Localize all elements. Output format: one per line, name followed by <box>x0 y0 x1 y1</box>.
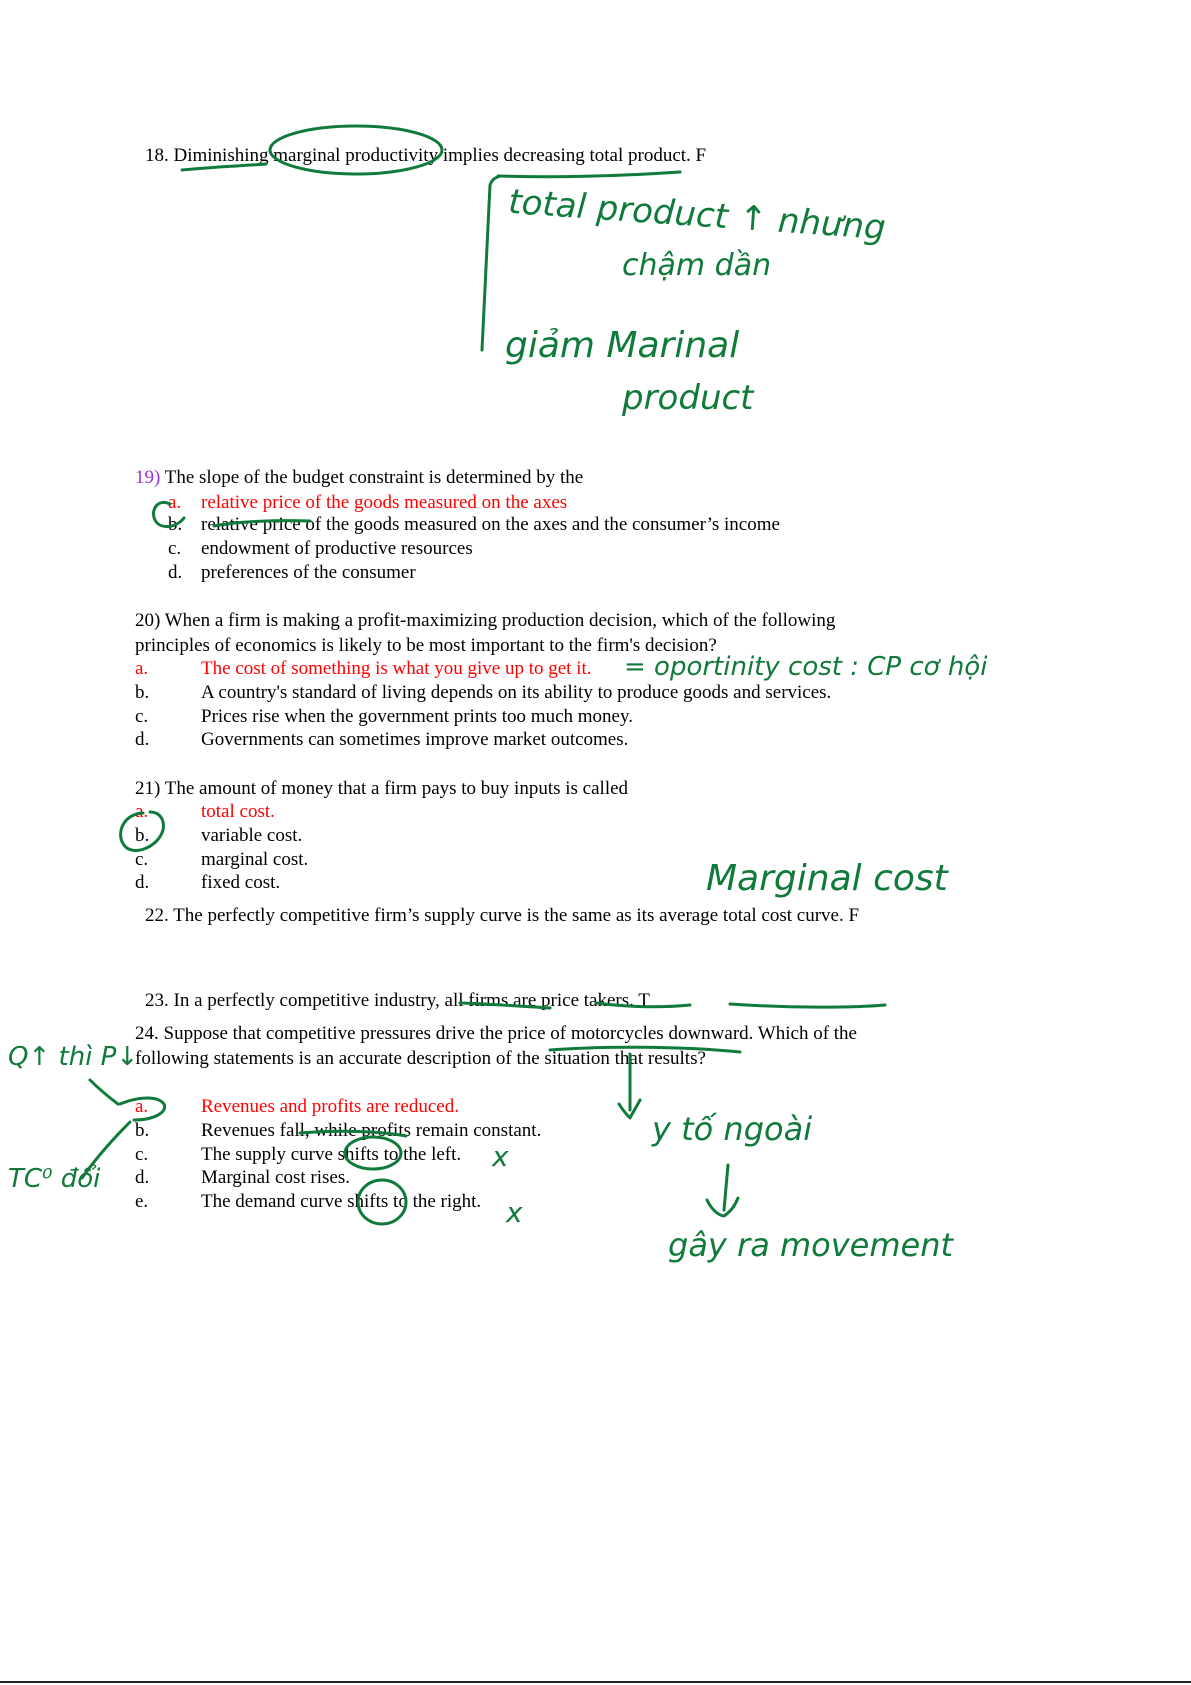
option-text: Revenues fall, while profits remain constant. <box>201 1120 542 1141</box>
option-letter: c. <box>135 706 149 727</box>
handwritten-note-left-top: Q↑ thì P↓ <box>8 1042 139 1072</box>
option-letter: d. <box>135 872 150 893</box>
option-letter: c. <box>168 538 182 559</box>
option-text: endowment of productive resources <box>201 538 473 559</box>
option-text: Governments can sometimes improve market outcomes. <box>201 729 629 750</box>
option-letter: c. <box>135 1144 149 1165</box>
option-text: Prices rise when the government prints too much money. <box>201 706 633 727</box>
question-21-stem: 21) The amount of money that a firm pays to buy inputs is called <box>135 778 629 799</box>
option-letter: c. <box>135 849 149 870</box>
option-letter: a. <box>135 801 149 822</box>
question-23: 23. In a perfectly competitive industry, all firms are price takers. T <box>145 990 650 1011</box>
option-text: variable cost. <box>201 825 303 846</box>
option-letter: a. <box>135 1096 149 1117</box>
option-letter: d. <box>168 562 183 583</box>
question-18: 18. Diminishing marginal productivity implies decreasing total product. F <box>145 145 707 166</box>
question-20-line-2: principles of economics is likely to be most important to the firm's decision? <box>135 635 717 656</box>
question-22: 22. The perfectly competitive firm’s supply curve is the same as its average total cost curve. F <box>145 905 860 926</box>
handwritten-note-gay-ra: gây ra movement <box>668 1226 954 1264</box>
ink-arrow-down-2 <box>724 1165 728 1210</box>
option-text: Marginal cost rises. <box>201 1167 350 1188</box>
option-text: fixed cost. <box>201 872 281 893</box>
option-letter: e. <box>135 1191 149 1212</box>
question-19-text: The slope of the budget constraint is determined by the <box>164 467 584 488</box>
option-letter: d. <box>135 1167 150 1188</box>
handwritten-mark-x-2: x <box>506 1196 523 1229</box>
option-letter: d. <box>135 729 150 750</box>
option-text: A country's standard of living depends on its ability to produce goods and services. <box>201 682 832 703</box>
question-24-line-2: following statements is an accurate description of the situation that results? <box>135 1048 706 1069</box>
question-24-line-1: 24. Suppose that competitive pressures drive the price of motorcycles downward. Which of the <box>135 1023 857 1044</box>
option-letter: b. <box>135 825 150 846</box>
question-20-line-1: 20) When a firm is making a profit-maximizing production decision, which of the following <box>135 610 836 631</box>
handwritten-note-left-bottom: TC⁰ đổi <box>8 1164 101 1194</box>
option-letter: b. <box>135 1120 150 1141</box>
handwritten-note-giam-marginal: giảm Marinal <box>505 325 740 366</box>
option-text: relative price of the goods measured on the axes and the consumer’s income <box>201 514 780 535</box>
handwritten-note-product: product <box>622 378 754 418</box>
handwritten-note-opportunity-cost: = oportinity cost : CP cơ hội <box>624 652 988 682</box>
handwritten-mark-x-1: x <box>492 1140 509 1173</box>
option-text: Revenues and profits are reduced. <box>201 1096 459 1117</box>
option-letter: b. <box>135 682 150 703</box>
ink-arrow-left-top <box>90 1080 118 1104</box>
option-text: The demand curve shifts to the right. <box>201 1191 482 1212</box>
option-text: The supply curve shifts to the left. <box>201 1144 462 1165</box>
option-letter: a. <box>168 492 182 513</box>
option-text: total cost. <box>201 801 275 822</box>
ink-underline-total-product <box>498 172 680 177</box>
option-text: preferences of the consumer <box>201 562 416 583</box>
option-text: marginal cost. <box>201 849 309 870</box>
handwritten-note-cham-dan: chậm dần <box>622 248 772 283</box>
option-letter: b. <box>168 514 183 535</box>
ink-arrowhead-2 <box>707 1198 738 1216</box>
question-19-stem <box>135 466 583 490</box>
ink-bracket <box>482 176 500 350</box>
handwritten-note-yto: y tố ngoài <box>652 1110 813 1148</box>
handwritten-note-total-product: total product ↑ nhưng <box>507 181 887 249</box>
handwritten-note-marginal-cost: Marginal cost <box>706 858 948 899</box>
option-text: The cost of something is what you give up to get it. <box>201 658 592 679</box>
question-19-number: 19) <box>135 467 161 488</box>
ink-underline-average-total-cost <box>730 1004 885 1007</box>
option-text: relative price of the goods measured on the axes <box>201 492 568 513</box>
page-bottom-rule <box>0 1681 1191 1683</box>
ink-arrowhead-1 <box>619 1100 640 1118</box>
option-letter: a. <box>135 658 149 679</box>
